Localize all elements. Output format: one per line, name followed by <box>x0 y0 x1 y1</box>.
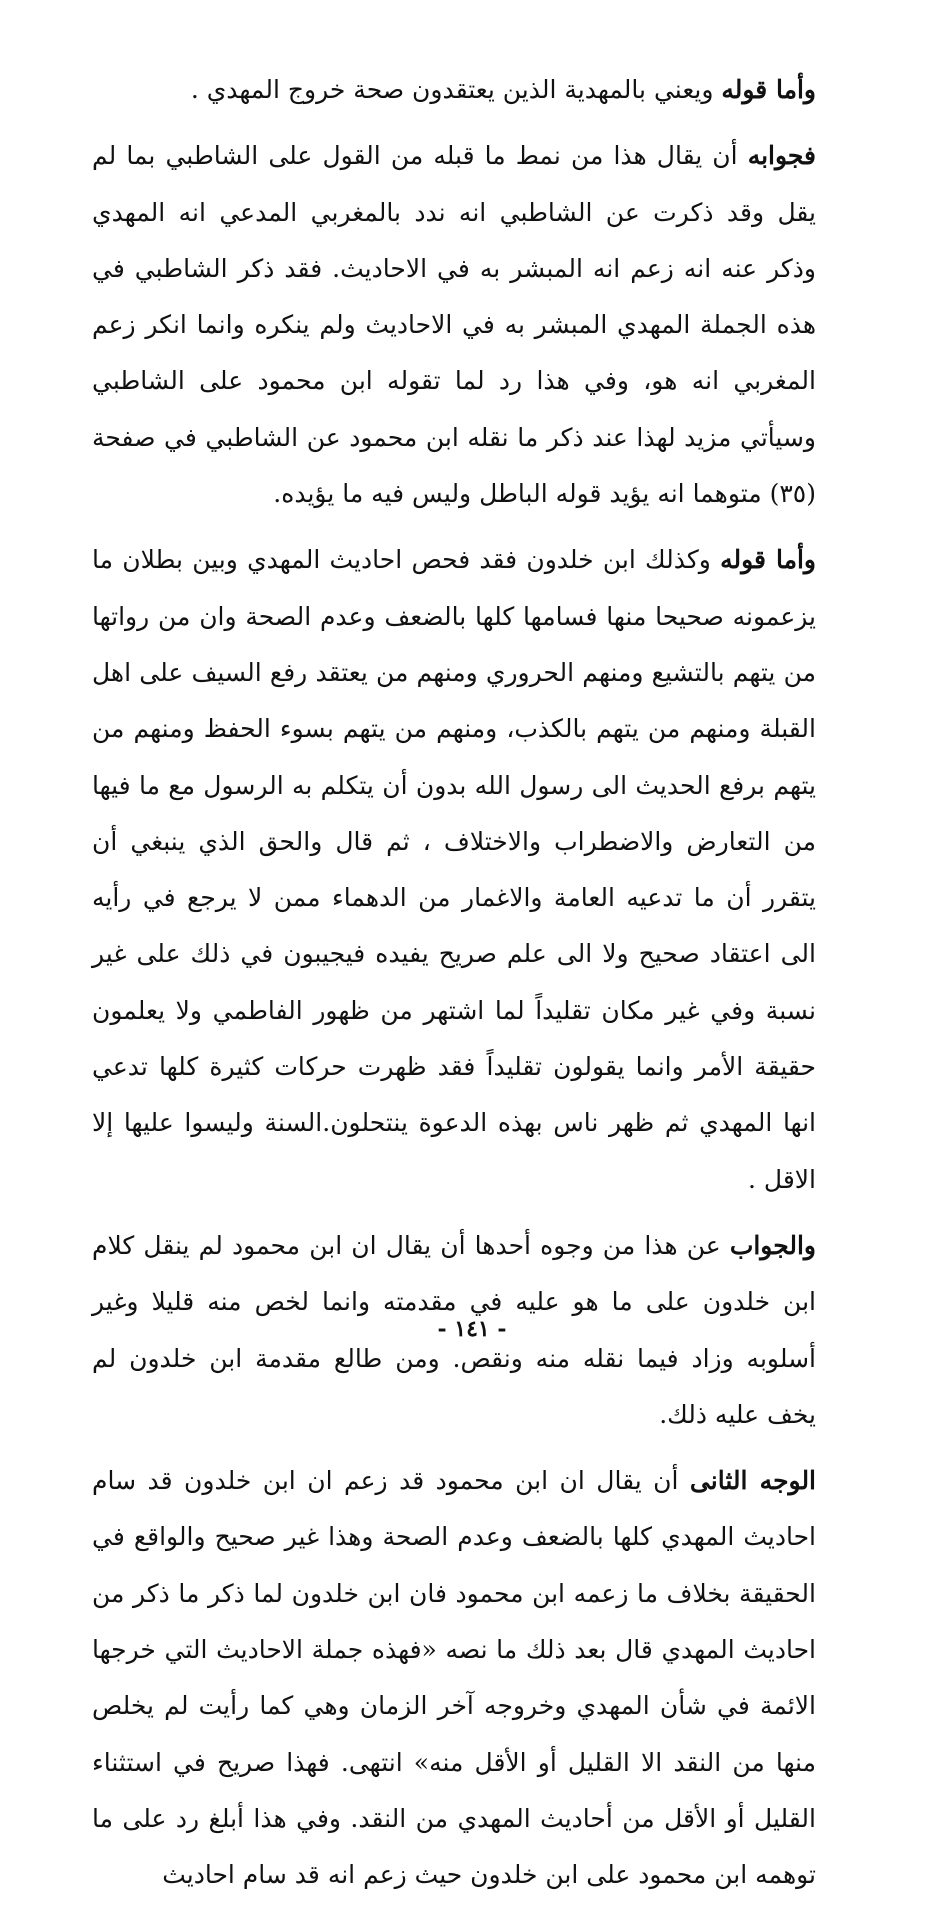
paragraph-5 <box>92 1453 816 1903</box>
paragraph-2 <box>92 128 816 522</box>
page-body <box>92 62 816 1914</box>
paragraph-1 <box>92 62 816 118</box>
paragraph-lead: وأما قوله <box>720 545 816 575</box>
paragraph-text: ويعني بالمهدية الذين يعتقدون صحة خروج المهدي . <box>190 75 722 104</box>
page-number: - ١٤١ - <box>437 1316 507 1342</box>
paragraph-text: وكذلك ابن خلدون فقد فحص احاديث المهدي وبين بطلان ما يزعمونه صحيحا منها فسامها كلها بالضعف وعدم الصحة وان من رواتها من يتهم بالتشيع ومنهم الحروري ومنهم من يعتقد رفع السيف على اهل القبلة ومنهم من يتهم بالكذب، ومنهم من يتهم بسوء الحفظ ومنهم من يتهم برفع الحديث الى رسول الله بدون أن يتكلم به الرسول مع ما فيها من التعارض والاضطراب والاختلاف ، ثم قال والحق الذي ينبغي أن يتقرر أن ما تدعيه العامة والاغمار من الدهماء ممن لا يرجع في رأيه الى اعتقاد صحيح ولا الى علم صريح يفيده فيجيبون في ذلك على غير نسبة وفي غير مكان تقليداً لما اشتهر من ظهور الفاطمي ولا يعلمون حقيقة الأمر وانما يقولون تقليداً فقد ظهرت حركات كثيرة كلها تدعي انها المهدي ثم ظهر ناس بهذه الدعوة ينتحلون.السنة وليسوا عليها إلا الاقل . <box>92 545 816 1194</box>
paragraph-lead: وأما قوله <box>721 75 816 104</box>
paragraph-text: عن هذا من وجوه أحدها أن يقال ان ابن محمود لم ينقل كلام ابن خلدون على ما هو عليه في مقدمته وانما لخص منه قليلا وغير أسلوبه وزاد فيما نقله منه ونقص. ومن طالع مقدمة ابن خلدون لم يخف عليه ذلك. <box>92 1230 816 1429</box>
paragraph-text: أن يقال ان ابن محمود قد زعم ان ابن خلدون قد سام احاديث المهدي كلها بالضعف وعدم الصحة وهذا غير صحيح والواقع في الحقيقة بخلاف ما زعمه ابن محمود فان ابن خلدون لما ذكر ما ذكر من احاديث المهدي قال بعد ذلك ما نصه «فهذه جملة الاحاديث التي خرجها الائمة في شأن المهدي وخروجه آخر الزمان وهي كما رأيت لم يخلص منها من النقد الا القليل أو الأقل منه» انتهى. فهذا صريح في استثناء القليل أو الأقل من أحاديث المهدي من النقد. وفي هذا أبلغ رد على ما توهمه ابن محمود على ابن خلدون حيث زعم انه قد سام احاديث <box>92 1466 816 1890</box>
paragraph-lead: والجواب <box>729 1230 816 1260</box>
paragraph-lead: الوجه الثانى <box>689 1466 817 1496</box>
paragraph-text: أن يقال هذا من نمط ما قبله من القول على الشاطبي بما لم يقل وقد ذكرت عن الشاطبي انه ندد بالمغربي المدعي انه المهدي وذكر عنه انه زعم انه المبشر به في الاحاديث. فقد ذكر الشاطبي في هذه الجملة المهدي المبشر به في الاحاديث ولم ينكره وانما انكر زعم المغربي انه هو، وفي هذا رد لما تقوله ابن محمود على الشاطبي وسيأتي مزيد لهذا عند ذكر ما نقله ابن محمود عن الشاطبي في صفحة (٣٥) متوهما انه يؤيد قوله الباطل وليس فيه ما يؤيده. <box>92 141 816 509</box>
paragraph-3 <box>92 532 816 1208</box>
paragraph-lead: فجوابه <box>747 141 816 171</box>
